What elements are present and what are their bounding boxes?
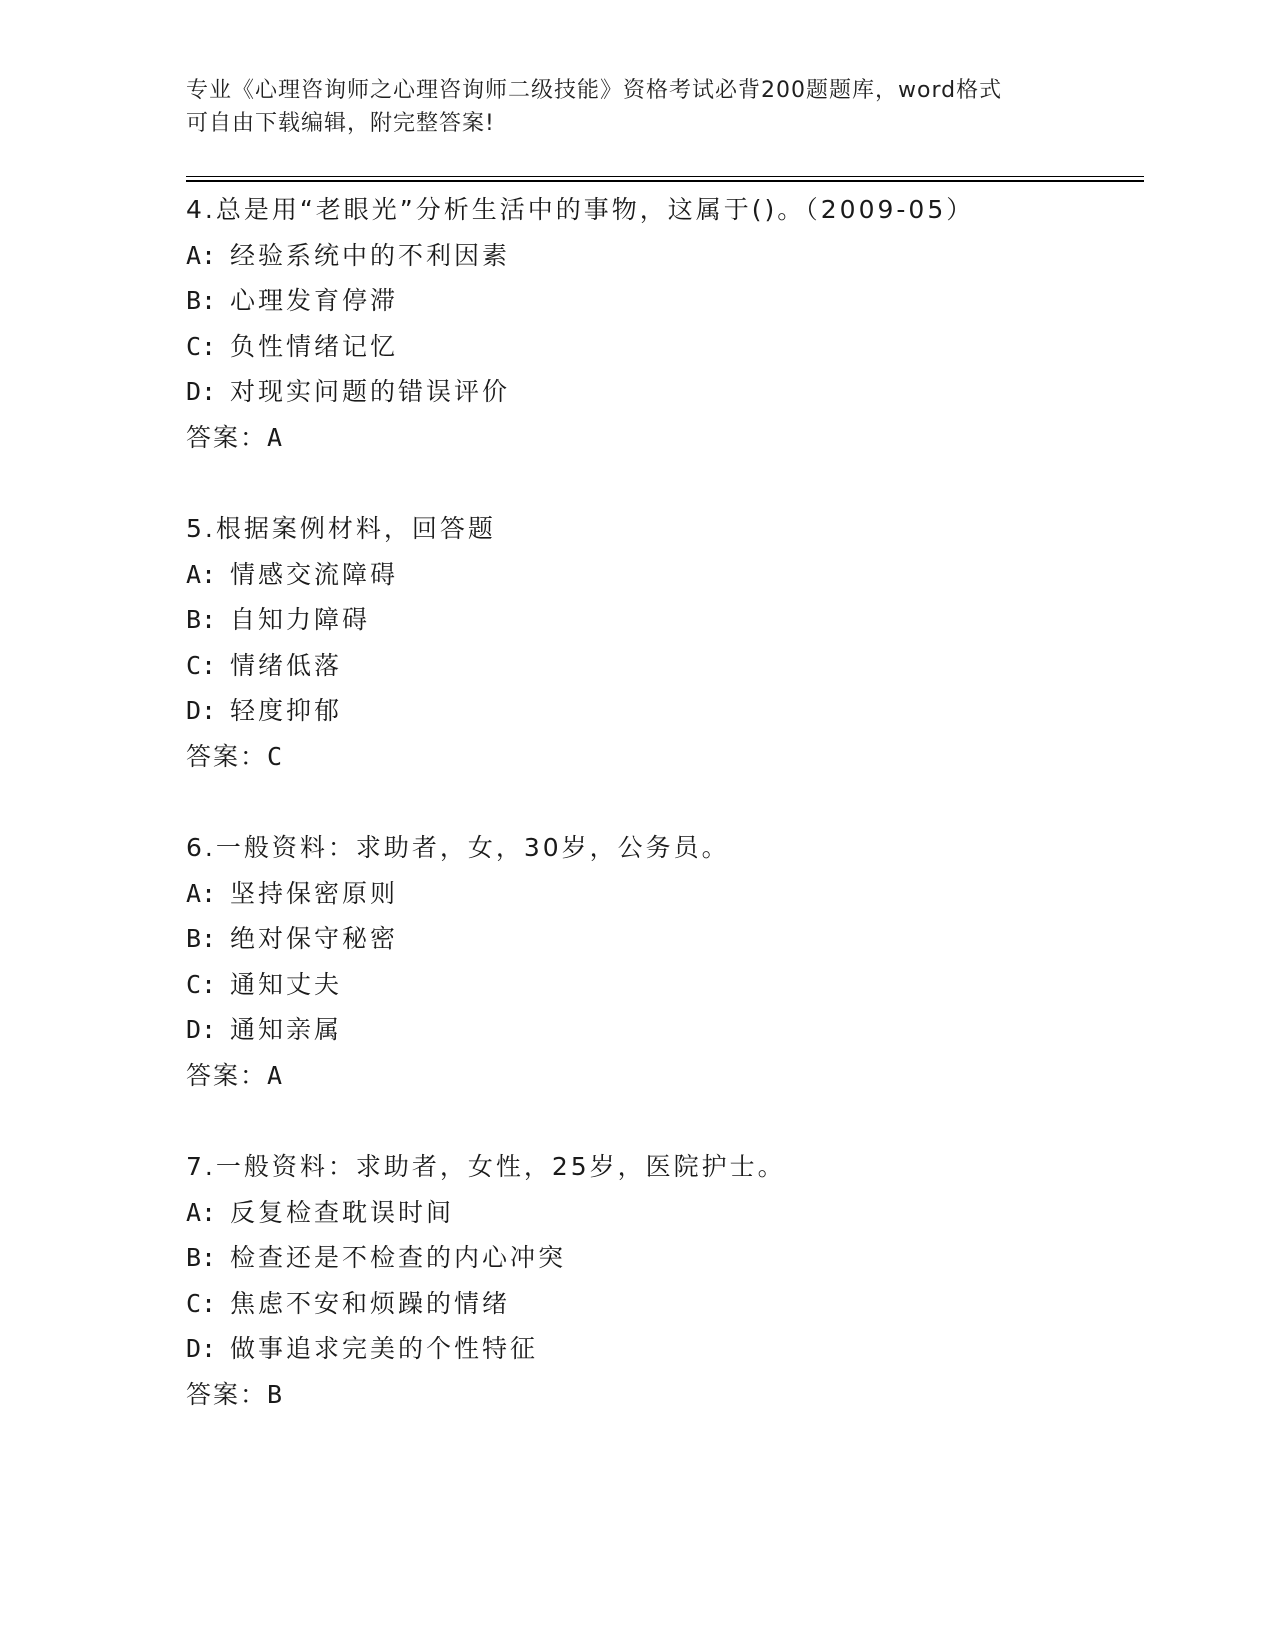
question-item <box>186 506 1136 779</box>
question-stem: 5.根据案例材料，回答题 <box>186 514 496 543</box>
option-letter: D: <box>186 1334 217 1363</box>
option-letter: D: <box>186 1015 217 1044</box>
option-d <box>186 1326 1136 1372</box>
option-c <box>186 1281 1136 1327</box>
answer-value: A <box>267 1060 285 1090</box>
option-letter: C: <box>186 1288 217 1318</box>
option-letter: B: <box>186 286 217 315</box>
answer-value: C <box>267 741 285 771</box>
option-letter: B: <box>186 605 217 634</box>
answer-value: B <box>267 1379 285 1409</box>
option-letter: A: <box>186 240 217 270</box>
header-line-2: 可自由下载编辑，附完整答案! <box>186 111 495 136</box>
option-d <box>186 1007 1136 1053</box>
option-letter: D: <box>186 696 217 725</box>
answer-label: 答案： <box>186 422 268 452</box>
answer-row <box>186 1053 1136 1099</box>
answer-row <box>186 415 1136 461</box>
option-a <box>186 552 1136 598</box>
option-text: 自知力障碍 <box>230 605 371 634</box>
option-text: 对现实问题的错误评价 <box>230 377 511 406</box>
option-letter: C: <box>186 969 217 999</box>
option-text: 情绪低落 <box>230 650 343 680</box>
option-letter: A: <box>186 1197 217 1227</box>
option-d <box>186 688 1136 734</box>
answer-value: A <box>267 422 285 452</box>
option-a <box>186 871 1136 917</box>
answer-label: 答案： <box>186 1060 268 1090</box>
option-letter: C: <box>186 331 217 361</box>
option-b <box>186 278 1136 324</box>
option-text: 心理发育停滞 <box>230 286 399 315</box>
option-c <box>186 643 1136 689</box>
question-item <box>186 1144 1136 1417</box>
option-b <box>186 916 1136 962</box>
option-letter: A: <box>186 878 217 908</box>
answer-row <box>186 734 1136 780</box>
option-letter: C: <box>186 650 217 680</box>
question-item <box>186 825 1136 1098</box>
option-letter: B: <box>186 1243 217 1272</box>
option-text: 负性情绪记忆 <box>230 331 399 361</box>
option-text: 绝对保守秘密 <box>230 924 399 953</box>
option-text: 经验系统中的不利因素 <box>230 240 511 270</box>
answer-label: 答案： <box>186 741 268 771</box>
option-text: 反复检查耽误时间 <box>230 1197 455 1227</box>
option-letter: B: <box>186 924 217 953</box>
option-text: 做事追求完美的个性特征 <box>230 1334 539 1363</box>
question-stem: 4.总是用“老眼光”分析生活中的事物，这属于()。（2009-05） <box>186 195 975 224</box>
answer-row <box>186 1372 1136 1418</box>
option-c <box>186 962 1136 1008</box>
option-text: 坚持保密原则 <box>230 878 399 908</box>
header-line-1: 专业《心理咨询师之心理咨询师二级技能》资格考试必背200题题库，word格式 <box>186 78 1003 103</box>
option-letter: A: <box>186 559 217 589</box>
option-c <box>186 324 1136 370</box>
option-text: 轻度抑郁 <box>230 696 343 725</box>
option-text: 焦虑不安和烦躁的情绪 <box>230 1288 511 1318</box>
option-letter: D: <box>186 377 217 406</box>
question-list <box>186 187 1136 1463</box>
header-divider-thick <box>186 180 1144 182</box>
option-d <box>186 369 1136 415</box>
option-text: 通知丈夫 <box>230 969 343 999</box>
option-text: 情感交流障碍 <box>230 559 399 589</box>
option-a <box>186 233 1136 279</box>
option-a <box>186 1190 1136 1236</box>
document-header <box>186 74 1066 140</box>
question-stem: 6.一般资料：求助者，女，30岁，公务员。 <box>186 833 730 862</box>
option-text: 通知亲属 <box>230 1015 343 1044</box>
option-text: 检查还是不检查的内心冲突 <box>230 1243 567 1272</box>
option-b <box>186 597 1136 643</box>
answer-label: 答案： <box>186 1379 268 1409</box>
header-divider-thin <box>186 176 1144 177</box>
question-item <box>186 187 1136 460</box>
question-stem: 7.一般资料：求助者，女性，25岁，医院护士。 <box>186 1152 786 1181</box>
option-b <box>186 1235 1136 1281</box>
